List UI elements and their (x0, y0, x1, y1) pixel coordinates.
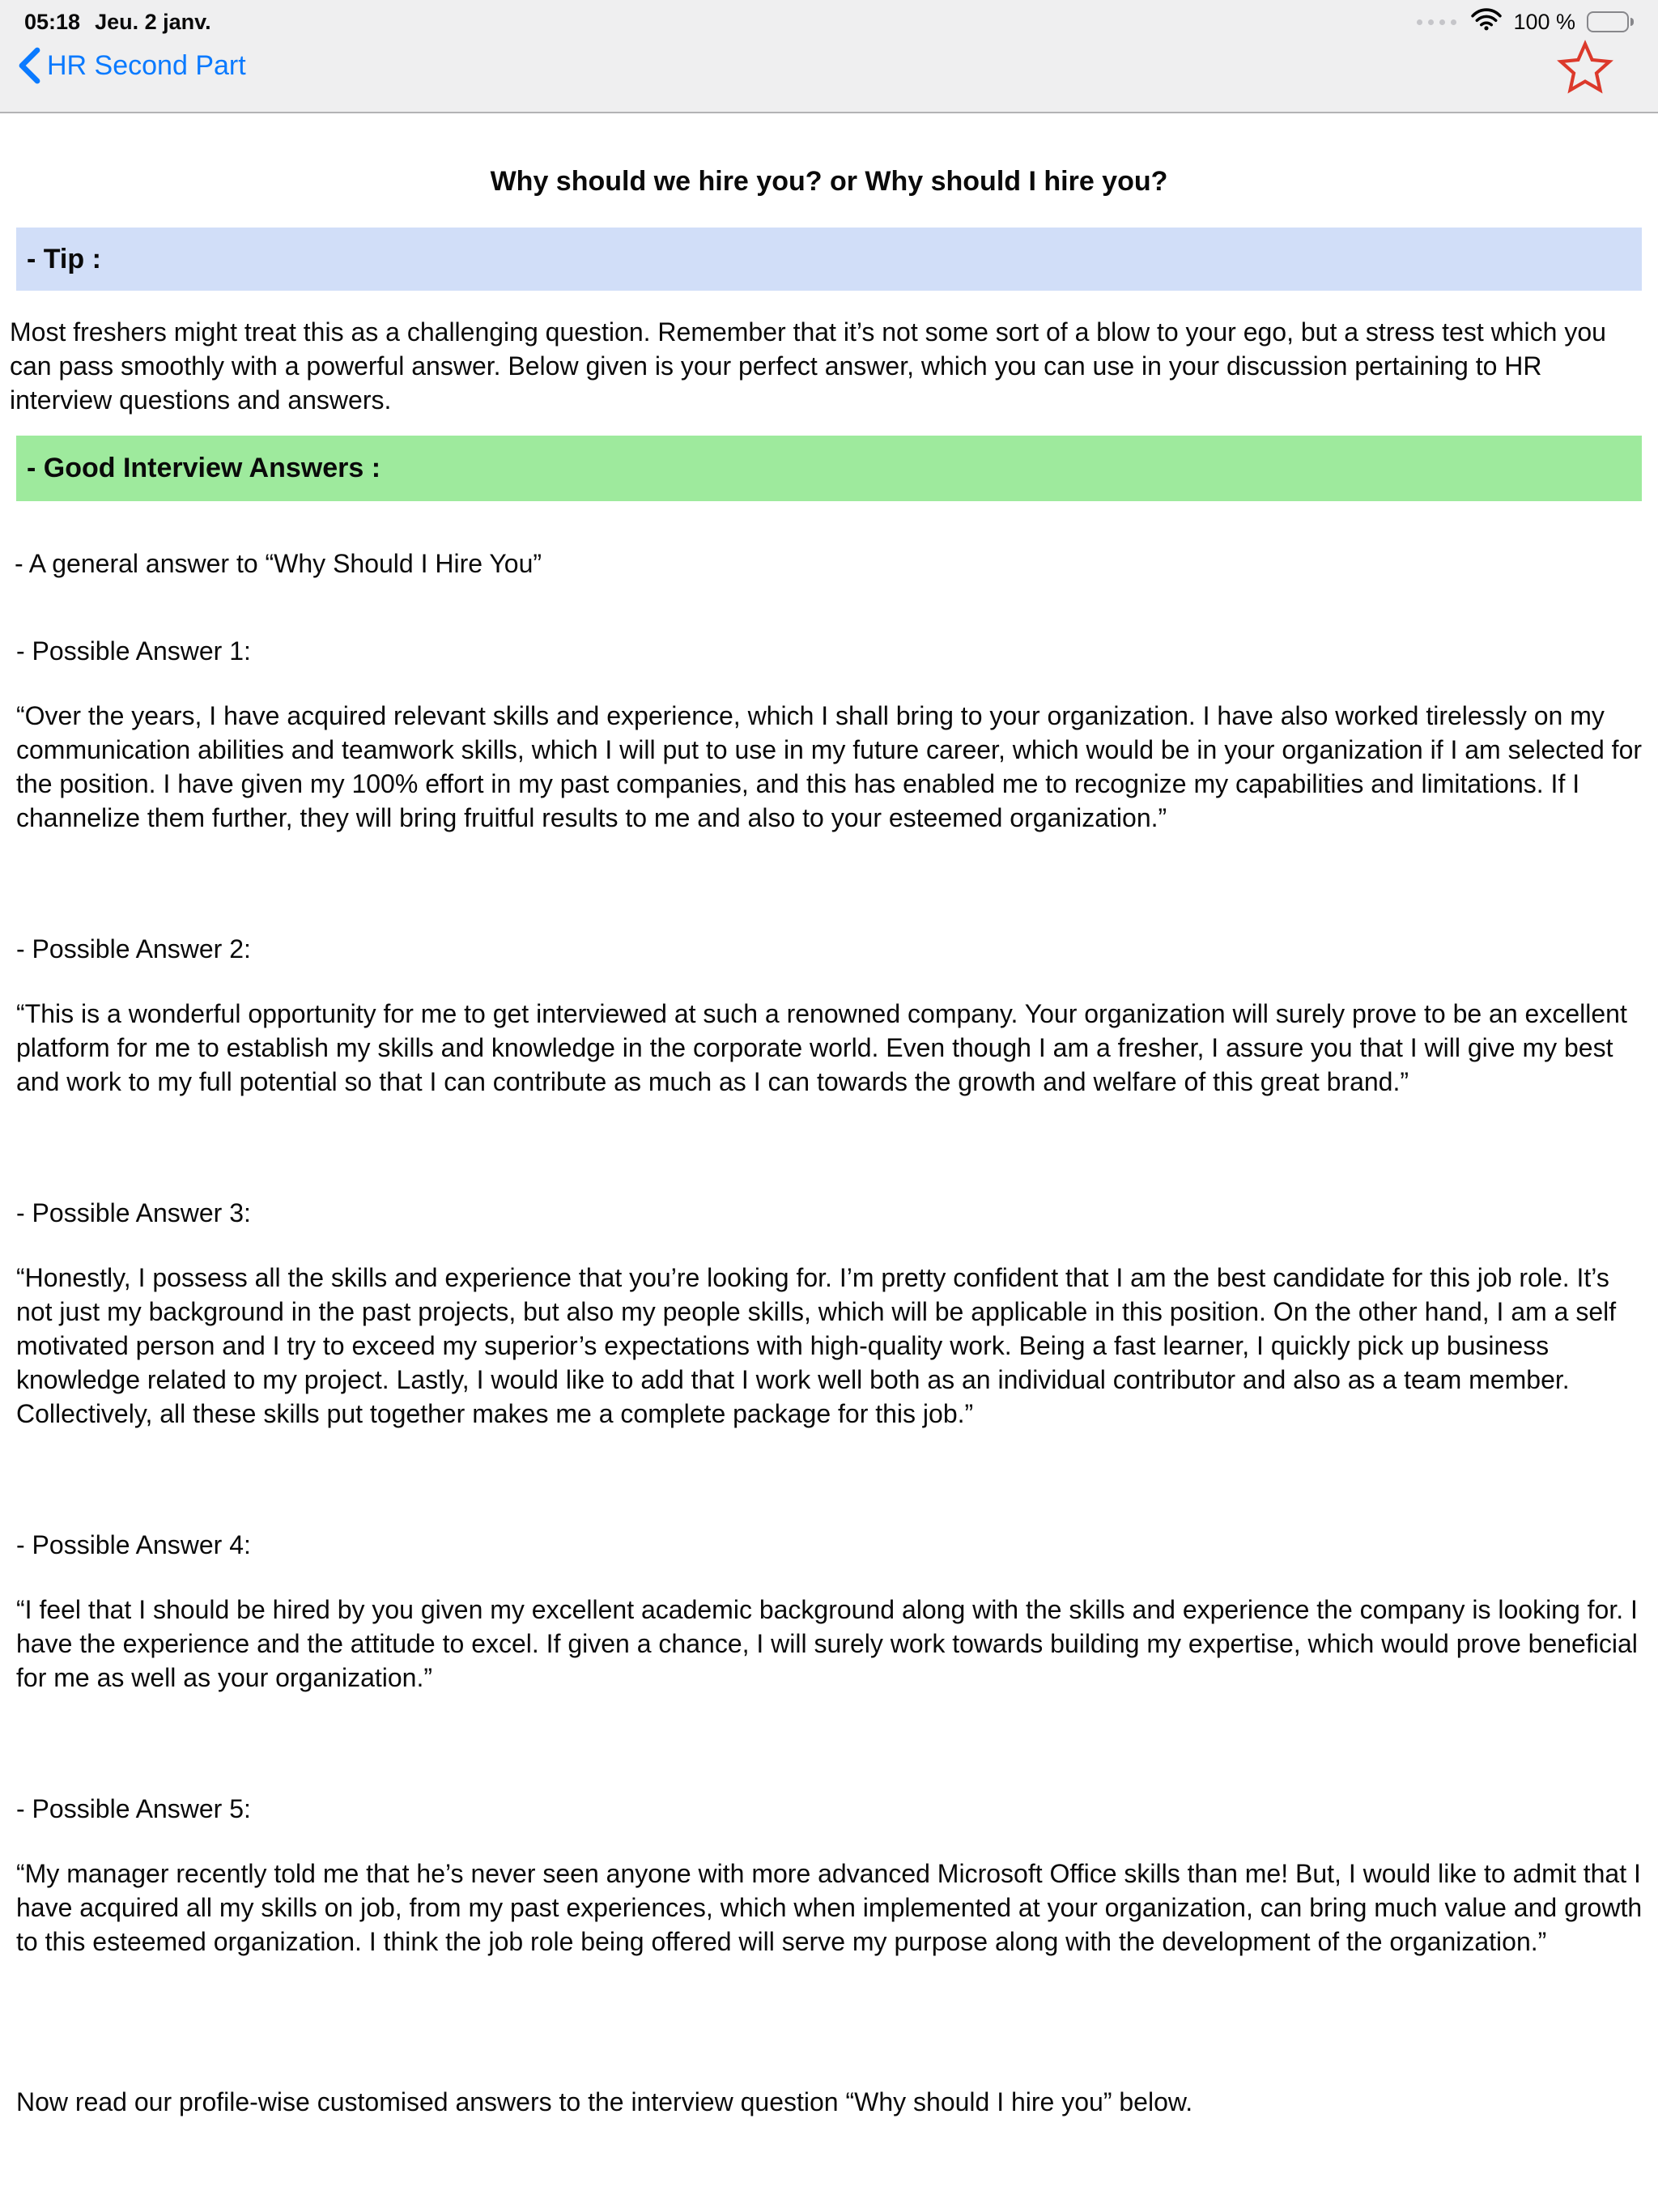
back-label: HR Second Part (47, 49, 246, 81)
status-right (1417, 8, 1634, 36)
possible-answer-2-label: - Possible Answer 2: (16, 934, 251, 963)
cellular-signal-icon (1417, 19, 1456, 25)
article-content (0, 164, 1658, 2119)
back-chevron-icon (18, 47, 40, 84)
status-time: 05:18 (24, 9, 81, 34)
battery-percent: 100 % (1513, 9, 1575, 34)
good-answers-header-label: - Good Interview Answers : (27, 453, 381, 483)
possible-answer-1-label: - Possible Answer 1: (16, 636, 251, 666)
star-icon (1556, 39, 1614, 97)
page-title: Why should we hire you? or Why should I hire you? (490, 166, 1168, 197)
top-chrome (0, 0, 1658, 113)
general-answer-line: - A general answer to “Why Should I Hire You” (15, 549, 542, 578)
tip-body-text: Most freshers might treat this as a challenging question. Remember that it’s not some sort of a blow to your ego, but a stress test which you can pass smoothly with a powerful answer. Below given is your perfect answer, which you can use in your discussion pertaining to HR interview questions and answers. (10, 317, 1606, 415)
tip-header-band (16, 228, 1642, 291)
possible-answer-1-text: “Over the years, I have acquired relevant skills and experience, which I shall bring to your organization. I have also worked tirelessly on my communication abilities and teamwork skills, which I will put to use in my future career, which would be in your organization if I am selected for the position. I have given my 100% effort in my past companies, and this has enabled me to recognize my capabilities and limitations. If I channelize them further, they will bring fruitful results to me and also to your esteemed organization.” (16, 701, 1643, 832)
possible-answer-4-text: “I feel that I should be hired by you given my excellent academic background along with the skills and experience the company is looking for. I have the experience and the attitude to excel. If given a chance, I will surely work towards building my expertise, which would prove beneficial for me as well as your organization.” (16, 1595, 1638, 1692)
battery-icon (1587, 11, 1634, 32)
possible-answer-3-label: - Possible Answer 3: (16, 1198, 251, 1227)
back-button[interactable] (18, 47, 246, 84)
status-left (24, 10, 211, 35)
favorite-button[interactable] (1556, 39, 1614, 97)
possible-answer-3-text: “Honestly, I possess all the skills and experience that you’re looking for. I’m pretty confident that I am the best candidate for this job role. It’s not just my background in the past projects, but also my people skills, which will be applicable in this position. On the other hand, I am a self motivated person and I try to exceed my superior’s expectations with high-quality work. Being a fast learner, I quickly pick up business knowledge related to my project. Lastly, I would like to add that I work well both as an individual contributor and also as a team member. Collectively, all these skills put together makes me a complete package for this job.” (16, 1263, 1617, 1428)
status-bar (0, 0, 1658, 36)
tip-header-label: - Tip : (27, 243, 101, 274)
footer-note: Now read our profile-wise customised answers to the interview question “Why should I hire you” below. (16, 2087, 1193, 2116)
status-date: Jeu. 2 janv. (95, 9, 211, 34)
possible-answer-2-text: “This is a wonderful opportunity for me to get interviewed at such a renowned company. Your organization will surely prove to be an excellent platform for me to establish my skills and knowledge in the corporate world. Even though I am a fresher, I assure you that I will give my best and work to my full potential so that I can contribute as much as I can towards the growth and welfare of this great brand.” (16, 999, 1627, 1096)
possible-answer-5-label: - Possible Answer 5: (16, 1794, 251, 1823)
possible-answer-5-text: “My manager recently told me that he’s never seen anyone with more advanced Microsoft Office skills than me! But, I would like to admit that I have acquired all my skills on job, from my past experiences, which when implemented at your organization, can bring much value and growth to this esteemed organization. I think the job role being offered will serve my purpose along with the development of the organization.” (16, 1859, 1643, 1956)
wifi-icon (1471, 8, 1502, 36)
good-answers-header-band (16, 436, 1642, 501)
possible-answer-4-label: - Possible Answer 4: (16, 1530, 251, 1559)
